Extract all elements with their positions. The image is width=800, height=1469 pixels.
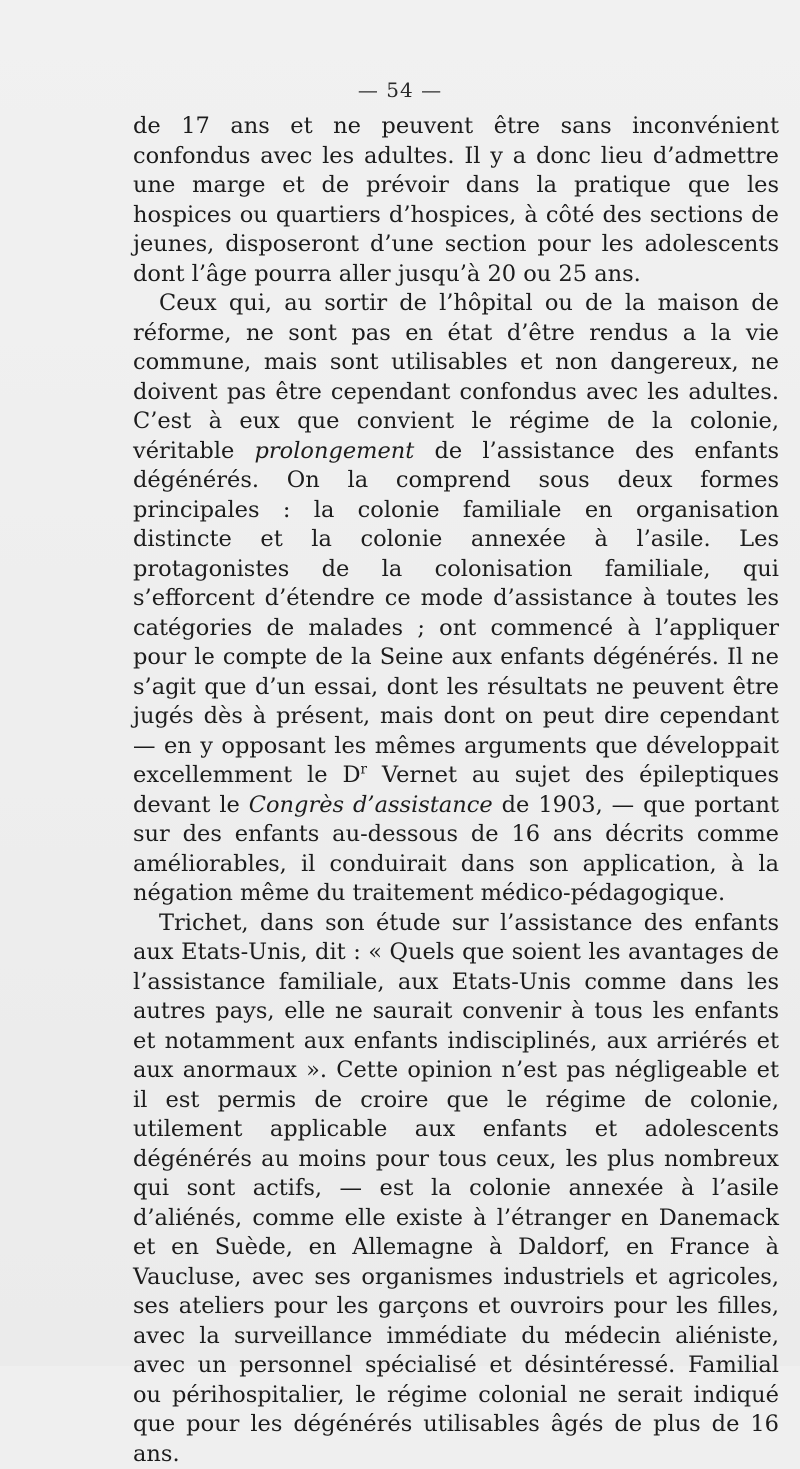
paragraph-2-text-a: Ceux qui, au sortir de l’hôpital ou de la maison de réforme, ne sont pas en état d’être rendus a la vie commune, mais sont utilisables et non dangereux, ne doivent pas être cependant confondus avec les adultes. C’est à eux que convient le régime de la colonie, véritable [133, 290, 779, 464]
italic-prolongement: prolongement [255, 438, 415, 464]
paragraph-1-text: de 17 ans et ne peuvent être sans inconvénient confondus avec les adultes. Il y a donc lieu d’admettre une marge et de prévoir dans la pratique que les hospices ou quartiers d’hospices, à côté des sections de jeunes, disposeront d’une section pour les adolescents dont l’âge pourra aller jusqu’à 20 ou 25 ans. [133, 113, 779, 287]
paragraph-2-text-d: de 1903, — que portant sur des enfants au-dessous de 16 ans décrits comme améliorables, il conduirait dans son application, à la négation même du traitement médico-pédagogique. [133, 792, 779, 907]
paragraph-2-text-b: de l’assistance des enfants dégénérés. On la comprend sous deux formes principales : la colonie familiale en organisation distincte et la colonie annexée à l’asile. Les protagonistes de la colonisation familiale, qui s’efforcent d’étendre ce mode d’assistance à toutes les catégories de malades ; ont commencé à l’appliquer pour le compte de la Seine aux enfants dégénérés. Il ne s’agit que d’un essai, dont les résultats ne peuvent être jugés dès à présent, mais dont on peut dire cependant — en y opposant les mêmes arguments que développait excellemment le D [133, 438, 779, 789]
paragraph-2 [133, 289, 779, 909]
paragraph-1 [133, 112, 779, 289]
body-text [133, 112, 779, 1469]
paragraph-3-text: Trichet, dans son étude sur l’assistance des enfants aux Etats-Unis, dit : « Quels que soient les avantages de l’assistance familiale, aux Etats-Unis comme dans les autres pays, elle ne saurait convenir à tous les enfants et notamment aux enfants indisciplinés, aux arriérés et aux anormaux ». Cette opinion n’est pas négligeable et il est permis de croire que le régime de colonie, utilement applicable aux enfants et adolescents dégénérés au moins pour tous ceux, les plus nombreux qui sont actifs, — est la colonie annexée à l’asile d’aliénés, comme elle existe à l’étranger en Danemack et en Suède, en Allemagne à Daldorf, en France à Vaucluse, avec ses organismes industriels et agricoles, ses ateliers pour les garçons et ouvroirs pour les filles, avec la surveillance immédiate du médecin aliéniste, avec un personnel spécialisé et désintéressé. Familial ou périhospitalier, le régime colonial ne serait indiqué que pour les dégénérés utilisables âgés de plus de 16 ans. [133, 910, 779, 1467]
paragraph-3 [133, 909, 779, 1469]
page-number: — 54 — [0, 78, 800, 102]
italic-congres-assistance: Congrès d’assistance [249, 792, 493, 818]
paragraph-2-text-c: Vernet au sujet des épileptiques devant le [133, 762, 779, 818]
doctor-superscript: r [361, 762, 367, 778]
